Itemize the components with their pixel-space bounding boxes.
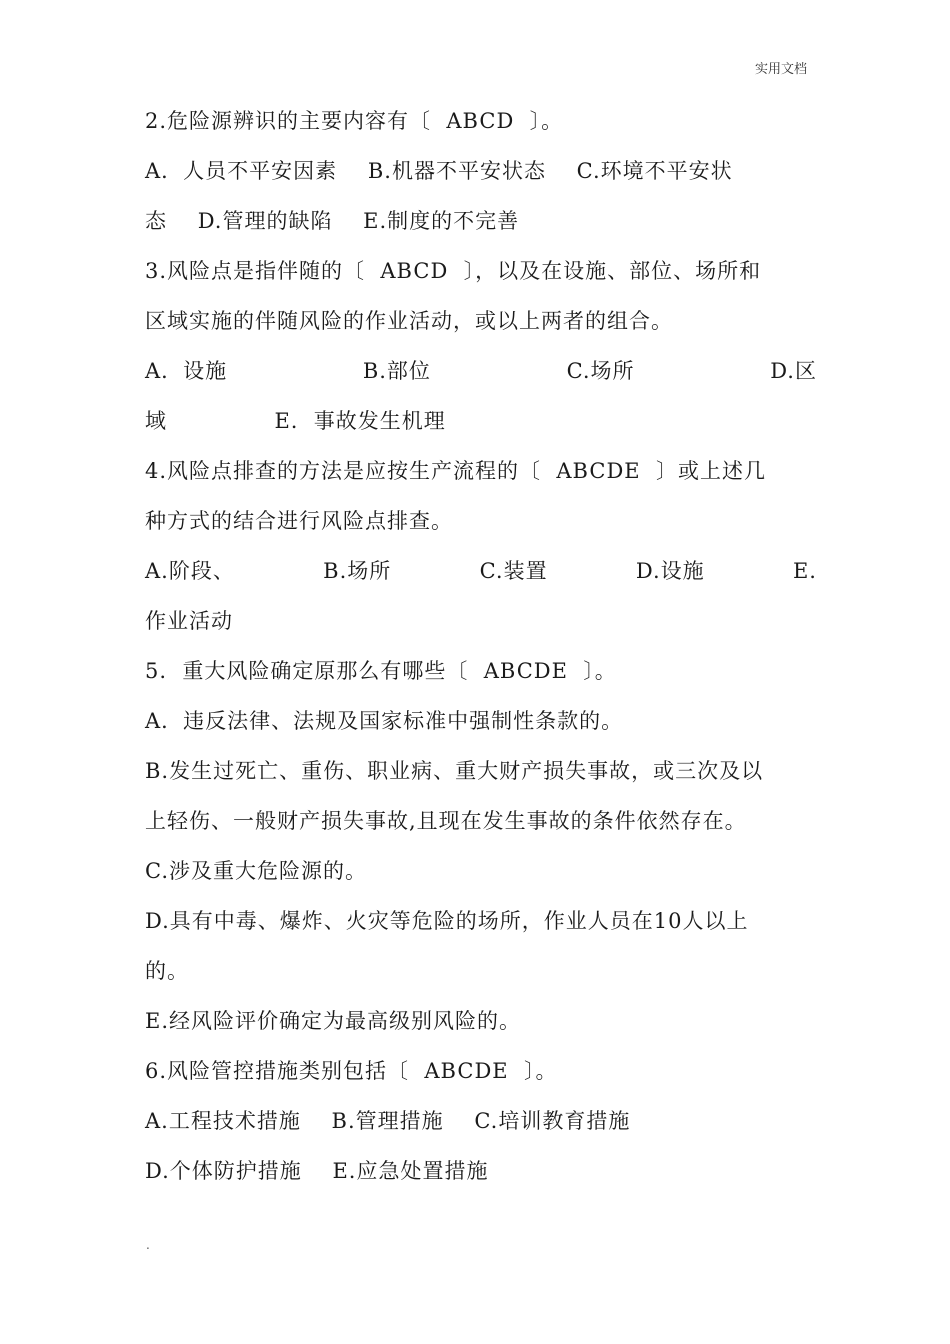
option-item: A．设施 [145,359,228,383]
option-item: D.区 [770,359,817,383]
option-item: B.场所 [323,559,392,583]
text-line: 2.危险源辨识的主要内容有〔 ABCD 〕。 [145,109,564,133]
text-line: D.个体防护措施 E.应急处置措施 [145,1159,489,1183]
text-line: 种方式的结合进行风险点排查。 [145,509,453,533]
page-header: 实用文档 [754,62,807,77]
option-line [145,546,817,596]
text-line: 区域实施的伴随风险的作业活动，或以上两者的组合。 [145,309,673,333]
text-line: A．违反法律、法规及国家标准中强制性条款的。 [145,709,624,733]
text-line: 6.风险管控措施类别包括〔 ABCDE 〕。 [145,1059,558,1083]
option-item: A.阶段、 [145,559,235,583]
option-item: B.部位 [362,359,431,383]
option-item: C.场所 [566,359,635,383]
text-line: 的。 [145,959,189,983]
text-line: 4.风险点排查的方法是应按生产流程的〔 ABCDE 〕或上述几 [145,459,766,483]
footer-mark: . [146,1238,150,1252]
text-line: 态 D.管理的缺陷 E.制度的不完善 [145,209,520,233]
text-line: D.具有中毒、爆炸、火灾等危险的场所，作业人员在10人以上 [145,909,749,933]
text-line: A.工程技术措施 B.管理措施 C.培训教育措施 [145,1109,631,1133]
option-item: C.装置 [479,559,548,583]
text-line: A．人员不平安因素 B.机器不平安状态 C.环境不平安状 [145,159,733,183]
option-line [145,346,817,396]
text-line: 域 E. 事故发生机理 [145,409,446,433]
document-body [145,96,817,1196]
text-line: C.涉及重大危险源的。 [145,859,367,883]
text-line: 作业活动 [145,609,233,633]
text-line: B.发生过死亡、重伤、职业病、重大财产损失事故，或三次及以 [145,759,764,783]
text-line: E.经风险评价确定为最高级别风险的。 [145,1009,522,1033]
option-item: E. [792,559,817,583]
text-line: 上轻伤、一般财产损失事故,且现在发生事故的条件依然存在。 [145,809,747,833]
text-line: 3.风险点是指伴随的〔 ABCD 〕，以及在设施、部位、场所和 [145,259,762,283]
text-line: 5. 重大风险确定原那么有哪些〔 ABCDE 〕。 [145,659,617,683]
option-item: D.设施 [635,559,705,583]
